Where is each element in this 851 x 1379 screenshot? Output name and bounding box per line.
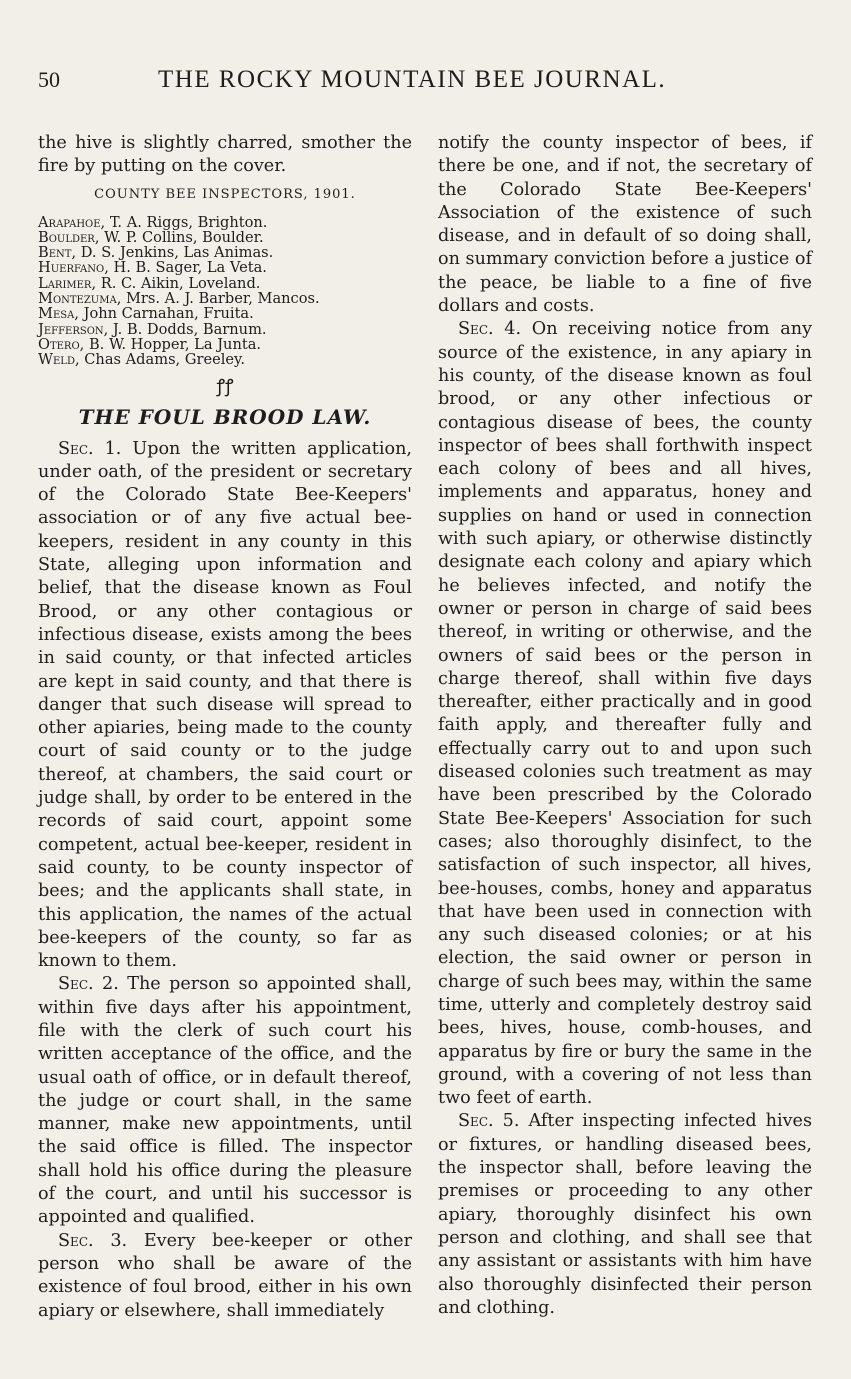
inspector-entry — [38, 337, 412, 352]
county-name: Montezuma, — [38, 290, 122, 308]
right-column — [438, 132, 812, 1320]
inspector-name: J. B. Dodds, Barnum. — [108, 320, 267, 338]
county-name: Bent, — [38, 244, 77, 262]
inspector-entry — [38, 322, 412, 337]
page-number: 50 — [38, 67, 60, 92]
section-text: After inspecting infected hives or fixtures, or handling diseased bees, the inspector shall, before leaving the premises or proceeding to any other apiary, thoroughly disinfect his own person and clothing, and shall see that any assistant or assistants with him have also thoroughly disinfected their person and clothing. — [438, 1111, 813, 1318]
page-header — [38, 66, 698, 110]
inspector-name: Chas Adams, Greeley. — [79, 351, 245, 369]
section-text: Upon the written application, under oath, of the president or secretary of the Colorado State Bee-Keepers' association or of any five actual bee-keepers, resident in any county in this State, alleging upon information and belief, that the disease known as Foul Brood, or any other contagious or infectious disease, exists among the bees in said county, or that infected articles are kept in said county, and that there is danger that such disease will spread to other apiaries, being made to the county court of said county or to the judge thereof, at chambers, the said court or judge shall, by order to be entered in the records of said court, appoint some competent, actual bee-keeper, resident in said county, to be county inspector of bees; and the applicants shall state, in this application, the names of the actual bee-keepers of the county, so far as known to them. — [38, 438, 412, 972]
county-name: Huerfano, — [38, 259, 109, 277]
section-4 — [438, 318, 812, 1110]
inspector-entry — [38, 291, 412, 306]
journal-title: THE ROCKY MOUNTAIN BEE JOURNAL. — [158, 66, 667, 93]
inspector-name: T. A. Riggs, Brighton. — [105, 213, 268, 231]
section-text: The person so appointed shall, within five days after his appointment, file with the clerk of such court his written acceptance of the office, and the usual oath of office, or in default thereof, the judge or court shall, in the same manner, make new appointments, until the said office is filled. The inspector shall hold his office during the pleasure of the court, and until his successor is appointed and qualified. — [38, 974, 413, 1228]
inspectors-list — [38, 215, 412, 368]
section-label: Sec. 4. — [458, 319, 522, 340]
county-name: Weld, — [38, 351, 80, 369]
inspector-name: Mrs. A. J. Barber, Mancos. — [121, 290, 320, 308]
county-name: Jefferson, — [38, 320, 109, 338]
law-title: THE FOUL BROOD LAW. — [78, 404, 372, 429]
section-label: Sec. 2. — [58, 974, 119, 995]
left-column — [38, 132, 412, 1323]
inspector-name: R. C. Aikin, Loveland. — [96, 274, 261, 292]
inspector-entry — [38, 215, 412, 230]
inspector-entry — [38, 260, 412, 275]
inspector-entry — [38, 245, 412, 260]
section-2 — [38, 973, 412, 1229]
inspectors-heading: COUNTY BEE INSPECTORS, 1901. — [94, 186, 356, 202]
section-text: Every bee-keeper or other person who shall be aware of the existence of foul brood, either in his own apiary or elsewhere, shall immediately — [38, 1230, 412, 1321]
county-name: Otero, — [38, 335, 85, 353]
intro-paragraph: the hive is slightly charred, smother the fire by putting on the cover. — [38, 133, 412, 177]
section-label: Sec. 5. — [458, 1111, 520, 1132]
inspector-name: John Carnahan, Fruita. — [78, 305, 254, 323]
section-label: Sec. 1. — [58, 438, 122, 459]
section-3 — [38, 1230, 412, 1323]
inspector-entry — [38, 276, 412, 291]
inspector-name: W. P. Collins, Boulder. — [99, 228, 264, 246]
inspector-name: B. W. Hopper, La Junta. — [84, 335, 262, 353]
inspector-entry — [38, 230, 412, 245]
section-label: Sec. 3. — [58, 1230, 128, 1251]
section-5 — [438, 1110, 812, 1320]
county-name: Arapahoe, — [38, 213, 106, 231]
section-3-continued: notify the county inspector of bees, if there be one, and if not, the secretary of the Colorado State Bee-Keepers' Association of the existence of such disease, and in default of so doing shall, on summary conviction before a justice of the peace, be liable to a fine of five dollars and costs. — [438, 133, 812, 317]
inspector-name: H. B. Sager, La Veta. — [108, 259, 267, 277]
section-1 — [38, 438, 412, 974]
county-name: Mesa, — [38, 305, 79, 323]
ornament-glyph: ꝭꝭ — [216, 375, 234, 397]
inspector-name: D. S. Jenkins, Las Animas. — [76, 244, 274, 262]
section-text: On receiving notice from any source of the existence, in any apiary in his county, of the disease known as foul brood, or any other infectious or contagious disease of bees, the county inspector of bees shall forthwith inspect each colony of bees and all hives, implements and apparatus, honey and supplies on hand or used in connection with such apiary, or otherwise distinctly designate each colony and apiary which he believes infected, and notify the owner or person in charge of said bees thereof, in writing or otherwise, and the owners of said bees or the person in charge thereof, shall within five days thereafter, either practically and in good faith apply, and thereafter fully and effectually carry out to and upon such diseased colonies such treatment as may have been prescribed by the Colorado State Bee-Keepers' Association for such cases; also thoroughly disinfect, to the satisfaction of such inspector, all hives, bee-houses, combs, honey and apparatus that have been used in connection with any such diseased colonies; or at his election, the said owner or person in charge of such bees may, within the same time, utterly and completely destroy said bees, hives, house, comb-houses, and apparatus by fire or bury the same in the ground, with a covering of not less than two feet of earth. — [438, 319, 813, 1109]
inspector-entry — [38, 306, 412, 321]
inspector-entry — [38, 352, 412, 367]
county-name: Boulder, — [38, 228, 100, 246]
county-name: Larimer, — [38, 274, 97, 292]
